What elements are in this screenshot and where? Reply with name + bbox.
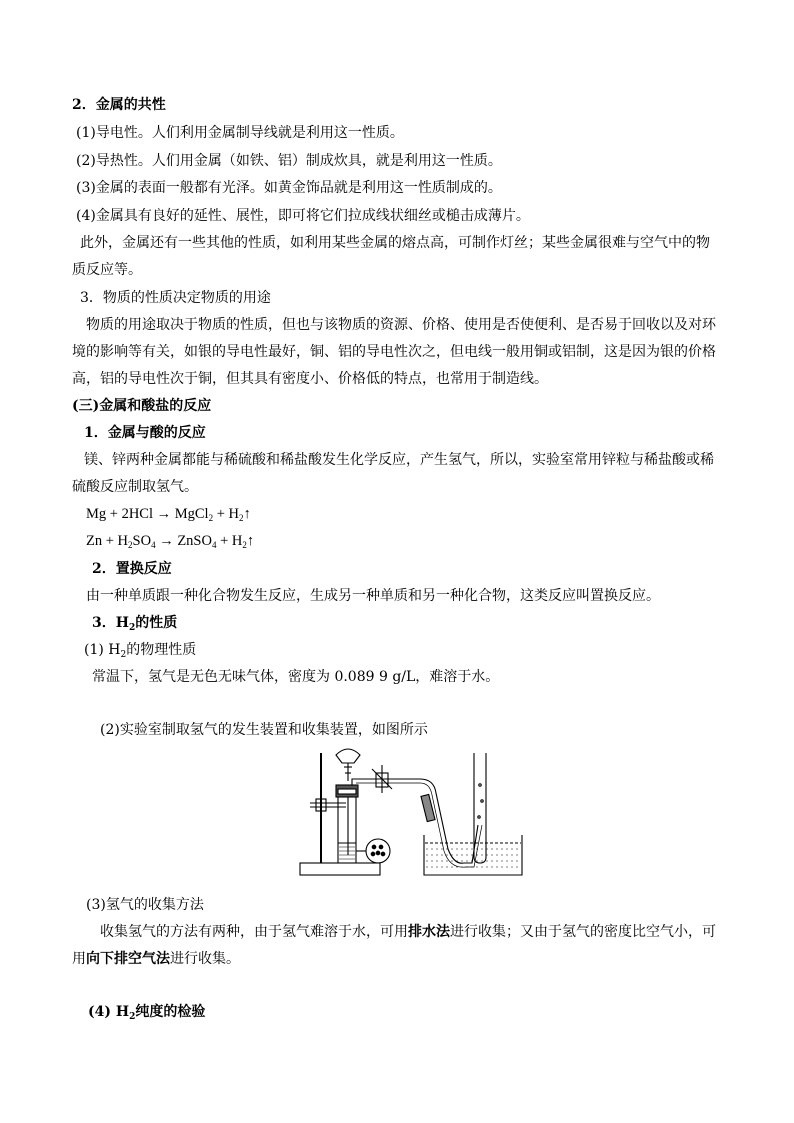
paragraph-line: 物质的用途取决于物质的性质，但也与该物质的资源、价格、使用是否使便利、是否易于回收以及对环 — [86, 317, 716, 333]
part-heading-metal-acid-salt: (三)金属和酸盐的反应 — [72, 398, 212, 414]
list-item: (1)导电性。人们利用金属制导线就是利用这一性质。 — [76, 125, 404, 141]
subheading-displacement: 2．置换反应 — [92, 561, 172, 577]
list-item: (2)导热性。人们用金属（如铁、铝）制成炊具，就是利用这一性质。 — [76, 153, 502, 169]
paragraph-line: 用向下排空气法进行收集。 — [72, 951, 240, 967]
paragraph-line: 质反应等。 — [72, 262, 142, 278]
equation-zn-h2so4: $Zn + H_2SO_4$ → ZnSO$_4$ + $H_2↑$ — [86, 533, 255, 550]
paragraph-line: 镁、锌两种金属都能与稀硫酸和稀盐酸发生化学反应，产生氢气，所以，实验室常用锌粒与稀盐酸或稀 — [84, 452, 714, 468]
list-item: (4)金属具有良好的延性、展性，即可将它们拉成线状细丝或槌击成薄片。 — [76, 208, 530, 224]
funnel-bulb — [336, 749, 360, 763]
list-item: (3)金属的表面一般都有光泽。如黄金饰品就是利用这一性质制成的。 — [76, 180, 502, 196]
paragraph-line: 此外，金属还有一些其他的性质，如利用某些金属的熔点高，可制作灯丝；某些金属很难与空气中的物 — [80, 235, 710, 251]
paragraph-line: 常温下，氢气是无色无味气体，密度为 0.089 9 g/L，难溶于水。 — [92, 669, 500, 685]
paragraph-line: 由一种单质跟一种化合物发生反应，生成另一种单质和另一种化合物，这类反应叫置换反应。 — [86, 588, 660, 604]
subheading-h2-physical: (1) $H_2$的物理性质 — [84, 642, 197, 660]
section-heading-metal-commonality: 2．金属的共性 — [72, 97, 166, 113]
collecting-tube — [474, 753, 486, 863]
subheading-metal-acid: 1．金属与酸的反应 — [84, 425, 206, 441]
paragraph-line: 境的影响等有关，如银的导电性最好，铜、铝的导电性次之，但电线一般用铜或铝制，这是因为银的价格 — [72, 344, 716, 360]
section-heading-properties-uses: 3．物质的性质决定物质的用途 — [80, 290, 271, 306]
equation-mg-hcl: Mg + 2HCl → MgCl$_2$ + $H_2↑$ — [86, 506, 251, 523]
paragraph-line: 高，铝的导电性次于铜，但其具有密度小、价格低的特点，也常用于制造线。 — [72, 371, 548, 387]
lab-caption: (2)实验室制取氢气的发生装置和收集装置，如图所示 — [100, 722, 428, 738]
subheading-h2-collection: (3)氢气的收集方法 — [86, 897, 204, 913]
subheading-h2-purity: (4) $H_2$纯度的检验 — [88, 1004, 206, 1022]
hydrogen-apparatus-figure — [296, 745, 526, 879]
paragraph-line: 硫酸反应制取氢气。 — [72, 479, 198, 495]
paragraph-line: 收集氢气的方法有两种，由于氢气难溶于水，可用排水法进行收集；又由于氢气的密度比空气小，可 — [100, 924, 716, 940]
stand-base — [300, 863, 380, 875]
delivery-tube — [352, 779, 478, 863]
subheading-h2-properties: 3．$H_2$的性质 — [92, 615, 178, 633]
